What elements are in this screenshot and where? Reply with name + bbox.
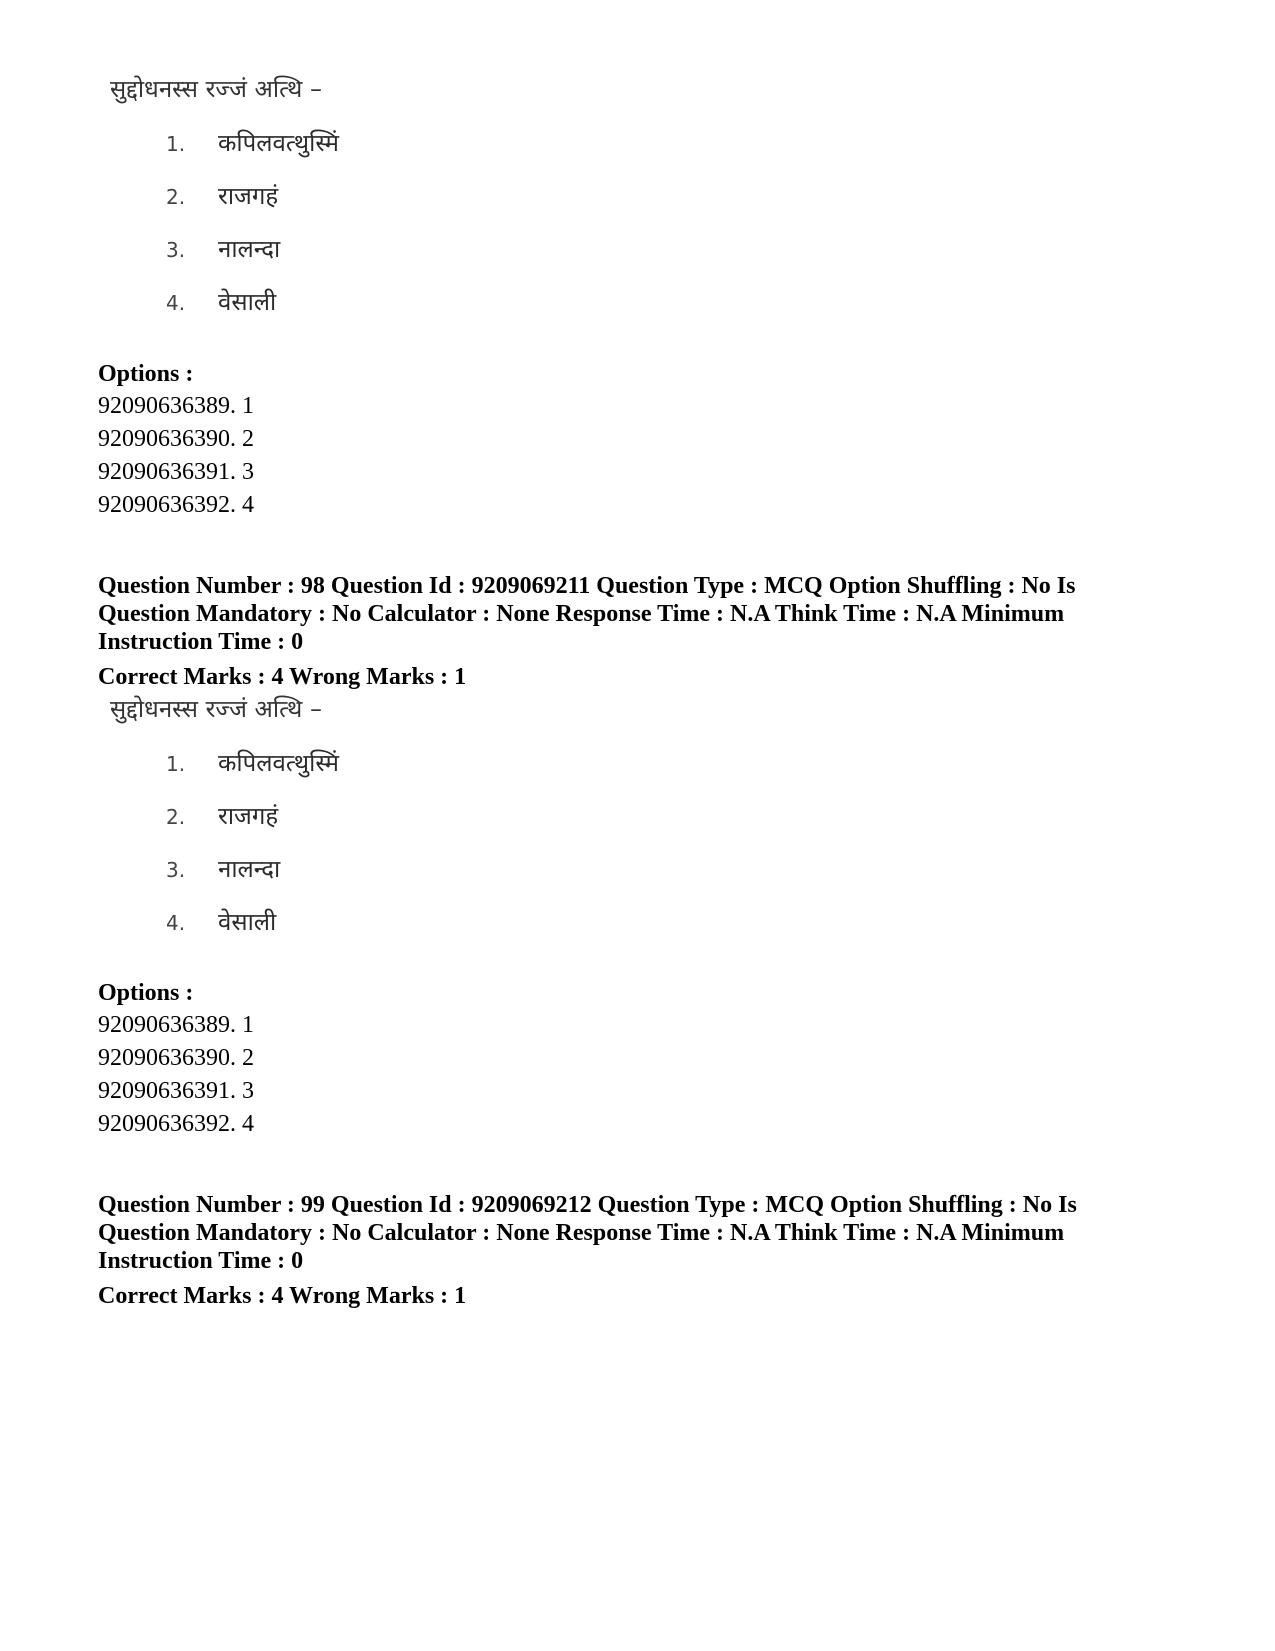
- choice-number: 3.: [166, 858, 186, 882]
- choice-number: 4.: [166, 291, 186, 315]
- options-label: Options :: [98, 980, 194, 1006]
- options-label: Options :: [98, 361, 194, 387]
- choice-text: राजगहं: [218, 802, 279, 830]
- question-97-image: [98, 72, 518, 342]
- choice-number: 1.: [166, 752, 186, 776]
- question-meta-line: Question Number : 99 Question Id : 9209069212 Question Type : MCQ Option Shuffling : No Is: [98, 1192, 1077, 1218]
- question-99-header: [98, 1191, 1138, 1311]
- question-98-choice-4: [166, 905, 276, 938]
- option-4: 92090636392. 4: [98, 492, 254, 518]
- choice-text: राजगहं: [218, 182, 279, 210]
- question-98-options: [98, 977, 1138, 1141]
- choice-number: 1.: [166, 132, 186, 156]
- question-98-header: [98, 572, 1138, 692]
- question-97-choice-3: [166, 232, 280, 265]
- question-98-image: [98, 692, 518, 962]
- choice-text: वेसाली: [218, 288, 277, 316]
- question-98-choice-3: [166, 852, 280, 885]
- choice-number: 2.: [166, 805, 186, 829]
- option-2: 92090636390. 2: [98, 1045, 254, 1071]
- question-meta-line: Instruction Time : 0: [98, 1248, 304, 1274]
- question-meta-line: Instruction Time : 0: [98, 629, 304, 655]
- option-3: 92090636391. 3: [98, 1078, 254, 1104]
- question-97-stem: सुद्दोधनस्स रज्जं अत्थि –: [110, 75, 322, 103]
- choice-text: नालन्दा: [218, 235, 281, 263]
- choice-text: वेसाली: [218, 908, 277, 936]
- question-98-choice-1: [166, 746, 339, 779]
- question-97-options: [98, 358, 1138, 522]
- choice-number: 4.: [166, 911, 186, 935]
- question-meta-line: Question Mandatory : No Calculator : None Response Time : N.A Think Time : N.A Minimum: [98, 601, 1065, 627]
- option-4: 92090636392. 4: [98, 1111, 254, 1137]
- option-1: 92090636389. 1: [98, 1012, 254, 1038]
- choice-text: नालन्दा: [218, 855, 281, 883]
- question-97-choice-2: [166, 179, 278, 212]
- option-2: 92090636390. 2: [98, 426, 254, 452]
- option-1: 92090636389. 1: [98, 393, 254, 419]
- question-meta-line: Question Number : 98 Question Id : 9209069211 Question Type : MCQ Option Shuffling : No Is: [98, 573, 1076, 599]
- question-98-stem: सुद्दोधनस्स रज्जं अत्थि –: [110, 695, 322, 723]
- option-3: 92090636391. 3: [98, 459, 254, 485]
- choice-text: कपिलवत्थुस्मिं: [218, 749, 340, 777]
- choice-text: कपिलवत्थुस्मिं: [218, 129, 340, 157]
- choice-number: 3.: [166, 238, 186, 262]
- question-97-choice-4: [166, 285, 276, 318]
- question-marks: Correct Marks : 4 Wrong Marks : 1: [98, 1283, 467, 1309]
- question-98-choice-2: [166, 799, 278, 832]
- question-97-choice-1: [166, 126, 339, 159]
- question-meta-line: Question Mandatory : No Calculator : None Response Time : N.A Think Time : N.A Minimum: [98, 1220, 1065, 1246]
- question-marks: Correct Marks : 4 Wrong Marks : 1: [98, 664, 467, 690]
- choice-number: 2.: [166, 185, 186, 209]
